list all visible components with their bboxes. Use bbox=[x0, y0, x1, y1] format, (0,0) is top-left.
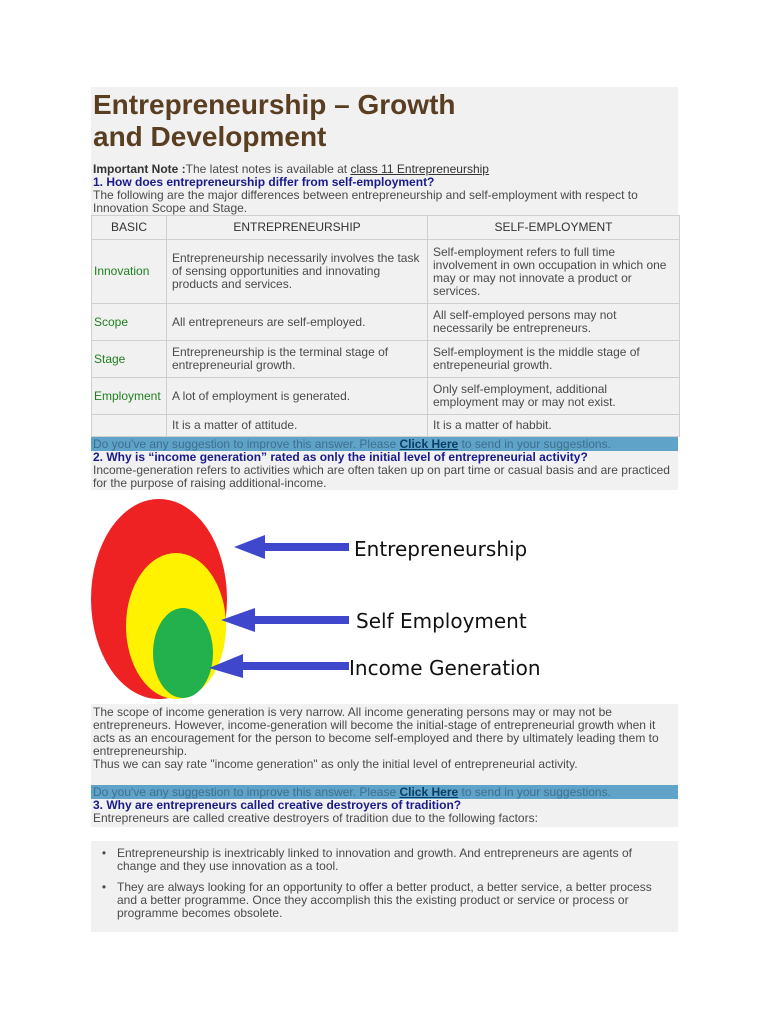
question-2-intro: Income-generation refers to activities which are often taken up on part time or casual basis and are practiced for the purpose of raising additional-income. bbox=[93, 463, 670, 490]
notes-link[interactable]: class 11 Entrepreneurship bbox=[350, 162, 489, 176]
content-panel-2 bbox=[91, 704, 678, 827]
list-item bbox=[91, 881, 678, 920]
income-generation-diagram bbox=[91, 496, 678, 704]
row-basic: Employment bbox=[92, 378, 167, 415]
row-basic: Stage bbox=[92, 341, 167, 378]
table-header-row bbox=[92, 216, 680, 240]
question-2-paragraph: The scope of income generation is very narrow. All income generating persons may or may not be entrepreneurs. However, income-generation will become the initial-stage of entrepreneurial growth when it acts as an encouragement for the person to become self-employed and there by ultimately leading them to entrepreneurship. bbox=[93, 705, 659, 758]
suggestion-text: Do you've any suggestion to improve this answer. Please bbox=[93, 437, 400, 451]
title-line-2: and Development bbox=[93, 121, 327, 152]
income-generation-oval bbox=[153, 608, 213, 698]
page-title bbox=[91, 87, 678, 159]
question-3-intro: Entrepreneurs are called creative destroyers of tradition due to the following factors: bbox=[93, 811, 538, 825]
row-basic: Scope bbox=[92, 304, 167, 341]
note-label: Important Note : bbox=[93, 162, 186, 176]
row-self-employment: Self-employment is the middle stage of entrepeneurial growth. bbox=[428, 341, 680, 378]
label-income-generation: Income Generation bbox=[349, 656, 541, 680]
diagram-svg bbox=[91, 496, 678, 704]
question-1: 1. How does entrepreneurship differ from self-employment? bbox=[93, 175, 435, 189]
row-entrepreneurship: All entrepreneurs are self-employed. bbox=[167, 304, 428, 341]
click-here-link[interactable]: Click Here bbox=[399, 437, 459, 451]
note-text: The latest notes is available at bbox=[185, 162, 351, 176]
arrow-self-employment bbox=[221, 608, 349, 632]
question-2-conclusion: Thus we can say rate "income generation" as only the initial level of entrepreneurial activity. bbox=[93, 757, 578, 771]
table-row bbox=[92, 341, 680, 378]
row-self-employment: Self-employment refers to full time involvement in own occupation in which one may or may not innovate a product or services. bbox=[428, 240, 680, 304]
arrow-entrepreneurship bbox=[234, 535, 349, 559]
bullet-text: They are always looking for an opportunity to offer a better product, a better service, a better process and a better programme. Once they accomplish this the existing product or service or process or programme becomes obsolete. bbox=[117, 880, 652, 920]
row-self-employment: It is a matter of habbit. bbox=[428, 415, 680, 437]
bullet-icon: • bbox=[101, 846, 107, 860]
title-line-1: Entrepreneurship – Growth bbox=[93, 89, 456, 120]
table-row bbox=[92, 240, 680, 304]
table-row bbox=[92, 415, 680, 437]
bullet-list bbox=[91, 841, 678, 932]
comparison-table bbox=[91, 215, 680, 437]
arrow-income-generation bbox=[209, 654, 349, 678]
row-entrepreneurship: Entrepreneurship necessarily involves the task of sensing opportunities and innovating products and services. bbox=[167, 240, 428, 304]
question-3: 3. Why are entrepreneurs called creative destroyers of tradition? bbox=[93, 798, 462, 812]
suggestion-bar bbox=[91, 437, 678, 451]
suggestion-bar-2 bbox=[91, 785, 678, 799]
question-1-intro: The following are the major differences between entrepreneurship and self-employment with respect to Innovation Scope and Stage. bbox=[93, 188, 638, 215]
header-entrepreneurship: ENTREPRENEURSHIP bbox=[167, 216, 428, 240]
row-entrepreneurship: It is a matter of attitude. bbox=[167, 415, 428, 437]
bullet-icon: • bbox=[101, 880, 107, 894]
list-item bbox=[91, 847, 678, 873]
row-self-employment: Only self-employment, additional employment may or may not exist. bbox=[428, 378, 680, 415]
row-self-employment: All self-employed persons may not necessarily be entrepreneurs. bbox=[428, 304, 680, 341]
row-entrepreneurship: Entrepreneurship is the terminal stage of entrepreneurial growth. bbox=[167, 341, 428, 378]
header-basic: BASIC bbox=[92, 216, 167, 240]
bullet-text: Entrepreneurship is inextricably linked to innovation and growth. And entrepreneurs are agents of change and they use innovation as a tool. bbox=[117, 846, 632, 873]
row-entrepreneurship: A lot of employment is generated. bbox=[167, 378, 428, 415]
table-row bbox=[92, 304, 680, 341]
suggestion-text-end: to send in your suggestions. bbox=[458, 785, 611, 799]
label-self-employment: Self Employment bbox=[356, 609, 527, 633]
document-page bbox=[91, 87, 678, 932]
suggestion-text: Do you've any suggestion to improve this answer. Please bbox=[93, 785, 400, 799]
row-basic: Innovation bbox=[92, 240, 167, 304]
suggestion-text-end: to send in your suggestions. bbox=[458, 437, 611, 451]
table-row bbox=[92, 378, 680, 415]
header-self-employment: SELF-EMPLOYMENT bbox=[428, 216, 680, 240]
click-here-link-2[interactable]: Click Here bbox=[399, 785, 459, 799]
label-entrepreneurship: Entrepreneurship bbox=[354, 537, 528, 561]
question-2: 2. Why is “income generation” rated as only the initial level of entrepreneurial activity? bbox=[93, 450, 588, 464]
content-panel bbox=[91, 87, 678, 490]
row-basic bbox=[92, 415, 167, 437]
